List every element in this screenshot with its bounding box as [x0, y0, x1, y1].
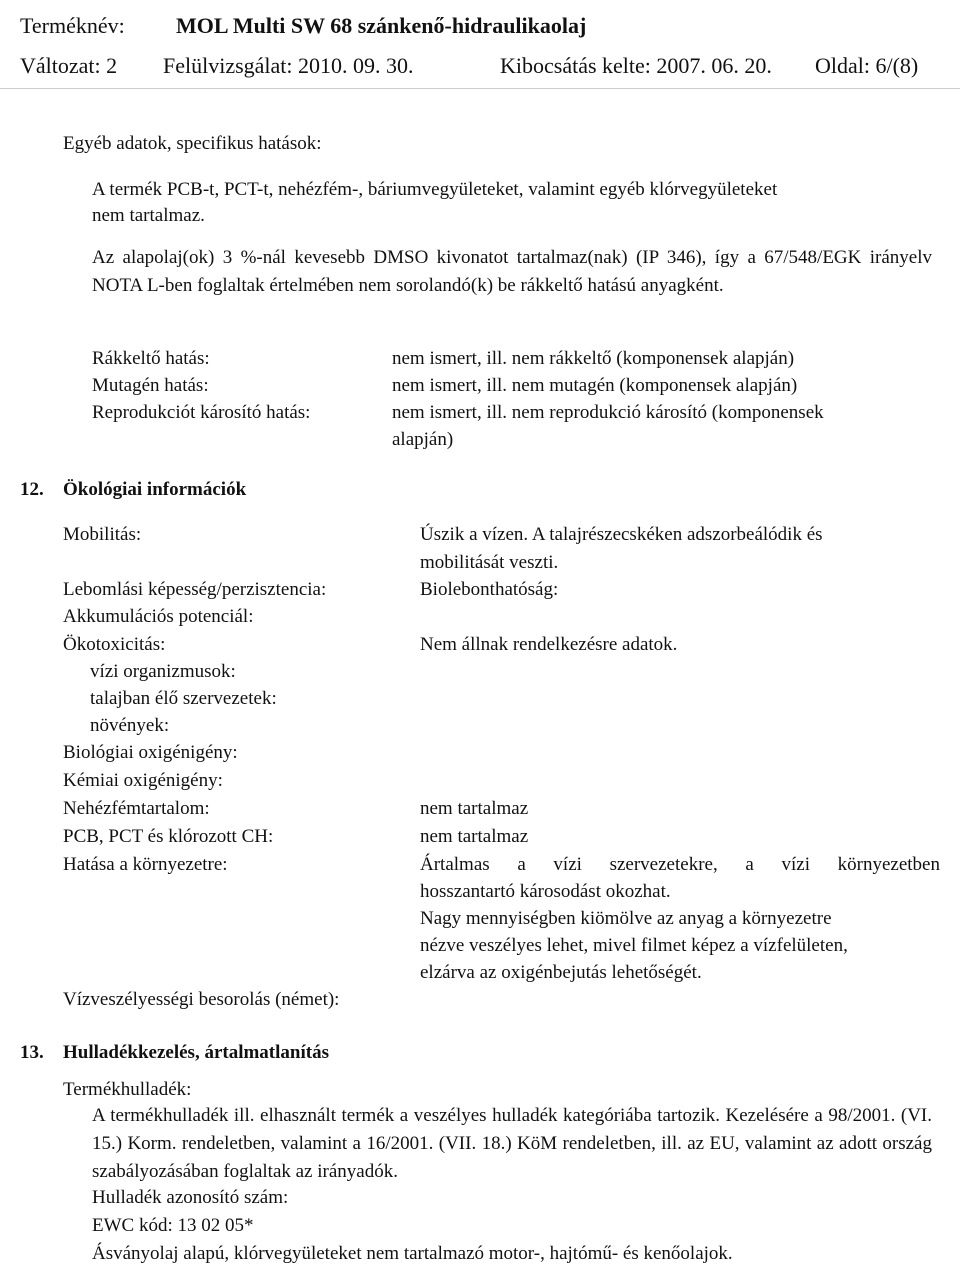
degradation-label: Lebomlási képesség/perzisztencia: [63, 579, 327, 600]
pcb-statement-line2: nem tartalmaz. [92, 205, 205, 226]
waste-id-label: Hulladék azonosító szám: [92, 1187, 289, 1208]
pcb-label: PCB, PCT és klórozott CH: [63, 826, 274, 847]
degradation-value: Biolebonthatóság: [420, 579, 559, 600]
environment-effect-label: Hatása a környezetre: [63, 854, 228, 875]
reproductive-value-line1: nem ismert, ill. nem reprodukció károsító (komponensek [392, 402, 824, 423]
cod-label: Kémiai oxigénigény: [63, 770, 223, 791]
carcinogenic-value: nem ismert, ill. nem rákkeltő (komponensek alapján) [392, 348, 795, 369]
plants-label: növények: [90, 715, 170, 736]
pcb-statement-line1: A termék PCB-t, PCT-t, nehézfém-, báriumvegyületeket, valamint egyéb klórvegyületeket [92, 179, 778, 200]
section12-number: 12. [20, 479, 44, 500]
environment-effect-line5: elzárva az oxigénbejutás lehetőségét. [420, 962, 702, 983]
mutagenic-label: Mutagén hatás: [92, 375, 209, 396]
product-name-label: Terméknév: [20, 13, 125, 38]
reproductive-label: Reprodukciót károsító hatás: [92, 402, 311, 423]
ecotoxicity-label: Ökotoxicitás: [63, 634, 166, 655]
mobility-value-line1: Úszik a vízen. A talajrészecskéken adszorbeálódik és [420, 524, 823, 545]
environment-effect-line2: hosszantartó károsodást okozhat. [420, 881, 671, 902]
aquatic-organisms-label: vízi organizmusok: [90, 661, 236, 682]
mutagenic-value: nem ismert, ill. nem mutagén (komponensek alapján) [392, 375, 798, 396]
pcb-value: nem tartalmaz [420, 826, 529, 847]
mobility-value-line2: mobilitását veszti. [420, 552, 559, 573]
heavy-metal-label: Nehézfémtartalom: [63, 798, 210, 819]
issue-date: Kibocsátás kelte: 2007. 06. 20. [500, 53, 772, 78]
section12-title: Ökológiai információk [63, 479, 247, 500]
carcinogenic-label: Rákkeltő hatás: [92, 348, 210, 369]
version: Változat: 2 [20, 53, 118, 78]
ecotoxicity-value: Nem állnak rendelkezésre adatok. [420, 634, 678, 655]
product-waste-paragraph: A termékhulladék ill. elhasznált termék a veszélyes hulladék kategóriába tartozik. Kezelésére a 98/2001. (VI. 15.) Korm. rendeletben, valamint a 16/2001. (VII. 18.) KöM rendeletben, ill. az EU, valamint az adott ország szabályozásában foglaltak az irányadók. [92, 1105, 932, 1182]
soil-organisms-label: talajban élő szervezetek: [90, 688, 277, 709]
other-data-heading: Egyéb adatok, specifikus hatások: [63, 133, 322, 154]
product-name: MOL Multi SW 68 szánkenő-hidraulikaolaj [176, 13, 587, 38]
water-hazard-class-label: Vízveszélyességi besorolás (német): [63, 989, 340, 1010]
product-waste-label: Termékhulladék: [63, 1079, 192, 1100]
section13-title: Hulladékkezelés, ártalmatlanítás [63, 1042, 329, 1063]
dmso-paragraph: Az alapolaj(ok) 3 %-nál kevesebb DMSO kivonatot tartalmaz(nak) (IP 346), így a 67/548/EGK irányelv NOTA L-ben foglaltak értelmében nem sorolandó(k) be rákkeltő hatású anyagként. [92, 247, 932, 296]
header-divider [0, 88, 960, 89]
ewc-code: EWC kód: 13 02 05* [92, 1215, 254, 1236]
bod-label: Biológiai oxigénigény: [63, 742, 238, 763]
environment-effect-line3: Nagy mennyiségben kiömölve az anyag a környezetre [420, 908, 832, 929]
page-number: Oldal: 6/(8) [815, 53, 919, 78]
review-date: Felülvizsgálat: 2010. 09. 30. [163, 53, 414, 78]
heavy-metal-value: nem tartalmaz [420, 798, 529, 819]
reproductive-value-line2: alapján) [392, 429, 454, 450]
ewc-description: Ásványolaj alapú, klórvegyületeket nem tartalmazó motor-, hajtómű- és kenőolajok. [92, 1243, 733, 1264]
environment-effect-line4: nézve veszélyes lehet, mivel filmet képez a vízfelületen, [420, 935, 848, 956]
section13-number: 13. [20, 1042, 44, 1063]
environment-effect-line1: Ártalmas a vízi szervezetekre, a vízi környezetben [420, 854, 940, 875]
mobility-label: Mobilitás: [63, 524, 142, 545]
accumulation-label: Akkumulációs potenciál: [63, 606, 254, 627]
